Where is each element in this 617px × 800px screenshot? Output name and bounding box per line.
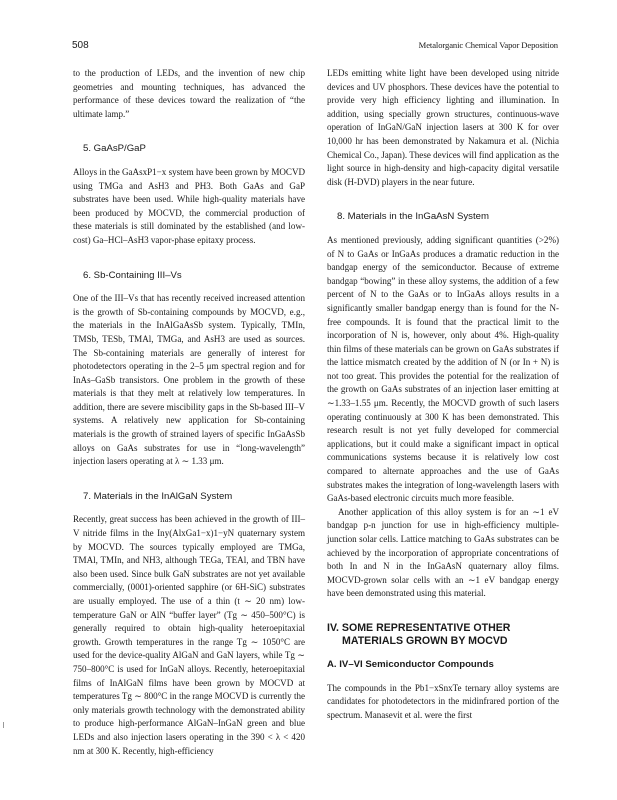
paragraph-section-5: Alloys in the GaAsxP1−x system have been grown by MOCVD using TMGa and AsH3 and PH3. Both GaAs and GaP substrates have been used. While high-quality materials have been produced by MOCVD, the commercial production of these materials is still dominated by the established (and low-cost) Ga–HCl–AsH3 vapor-phase epitaxy process. — [73, 166, 306, 245]
section-iv-heading-line2: MATERIALS GROWN BY MOCVD — [342, 634, 508, 647]
section-5-heading: 5. GaAsP/GaP — [83, 143, 146, 155]
section-8-heading: 8. Materials in the InGaAsN System — [337, 211, 489, 223]
paragraph-section-8a: As mentioned previously, adding significant quantities (>2%) of N to GaAs or InGaAs produces a dramatic reduction in the bandgap energy of the semiconductor. Because of extreme bandgap “bowing” in these alloy systems, the addition of a few percent of N to the GaAs or to InGaAs alloys results in a significantly smaller bandgap energy than is found for the N-free compounds. It is found that the practical limit to the incorporation of N is, however, only about 4%. High-quality thin films of these materials can be grown on GaAs substrates if the lattice mismatch created by the addition of N (or In + N) is not too great. This provides the potential for the realization of the growth on GaAs substrates of an injection laser emitting at ∼1.33–1.55 μm. Recently, the MOCVD growth of such lasers operating continuously at 300 K has been demonstrated. This research result is not yet fully developed for commercial applications, but it could make a significant impact in optical communications systems because it is relatively low cost compared to alternate approaches and the use of GaAs substrates makes the integration of long-wavelength lasers with GaAs-based electronic circuits much more feasible. — [327, 234, 559, 504]
left-column — [73, 67, 305, 758]
page-number: 508 — [72, 40, 89, 51]
section-iv-heading — [327, 622, 559, 648]
section-iv-heading-line1: IV. SOME REPRESENTATIVE OTHER — [327, 621, 511, 634]
subsection-a-heading: A. IV–VI Semiconductor Compounds — [327, 658, 494, 670]
scan-edge-mark — [3, 722, 4, 728]
paragraph-section-8b: Another application of this alloy system is for an ∼1 eV bandgap p-n junction for use in high-efficiency multiple-junction solar cells. Lattice matching to GaAs substrates can be achieved by the incorporation of appropriate concentrations of both In and N in the InGaAsN quaternary alloy films. MOCVD-grown solar cells with an ∼1 eV bandgap energy have been demonstrated using this material. — [327, 506, 559, 599]
paragraph-section-7: Recently, great success has been achieved in the growth of III–V nitride films in the Iny(AlxGa1−x)1−yN quaternary system by MOCVD. The sources typically employed are TMGa, TMAl, TMIn, and NH3, although TEGa, TEAl, and TBN have also been used. Since bulk GaN substrates are not yet available commercially, (0001)-oriented sapphire (or 6H-SiC) substrates are usually employed. The use of a thin (t ∼ 20 nm) low-temperature GaN or AlN “buffer layer” (Tg ∼ 450–500°C) is generally required to obtain high-quality heteroepitaxial growth. Growth temperatures in the range Tg ∼ 1050°C are used for the device-quality AlGaN and GaN layers, while Tg ∼ 750–800°C is used for InGaN alloys. Recently, heteroepitaxial films of InAlGaN films have been grown by MOCVD at temperatures Tg ∼ 800°C in the range MOCVD is currently the only materials growth technology with the demonstrated ability to produce high-performance AlGaN–InGaN green and blue LEDs and also injection lasers operating in the 390 < λ < 420 nm at 300 K. Recently, high-efficiency — [73, 514, 305, 756]
right-column — [327, 67, 559, 722]
paragraph-section-6: One of the III–Vs that has recently received increased attention is the growth of Sb-containing compounds by MOCVD, e.g., the materials in the InAlGaAsSb system. Typically, TMIn, TMSb, TESb, TMAl, TMGa, and AsH3 are used as sources. The Sb-containing materials are generally of interest for photodetectors operating in the 2–5 μm spectral region and for InAs–GaSb transistors. One problem in the growth of these materials is that they melt at relatively low temperatures. In addition, there are severe miscibility gaps in the Sb-based III–V systems. A relatively new application for Sb-containing materials is the growth of strained layers of specific InGaAsSb alloys on GaAs substrates for use in “long-wavelength” injection lasers operating at λ ∼ 1.33 μm. — [73, 293, 305, 467]
paragraph-intro: to the production of LEDs, and the invention of new chip geometries and mounting techniques, has advanced the performance of these devices toward the realization of “the ultimate lamp.” — [73, 68, 305, 119]
running-title: Metalorganic Chemical Vapor Deposition — [418, 40, 558, 50]
paragraph-continued: LEDs emitting white light have been developed using nitride devices and UV phosphors. These devices have the potential to provide very high efficiency lighting and illumination. In addition, using specially grown structures, continuous-wave operation of InGaN/GaN injection lasers at 300 K for over 10,000 hr has been demonstrated by Nakamura et al. (Nichia Chemical Co., Japan). These devices will find application as the light source in high-density and high-capacity digital versatile disk (H-DVD) players in the near future. — [327, 68, 559, 187]
page-header — [72, 40, 558, 54]
section-6-heading: 6. Sb-Containing III–Vs — [83, 269, 182, 281]
section-7-heading: 7. Materials in the InAlGaN System — [83, 490, 233, 502]
paragraph-subsection-a: The compounds in the Pb1−xSnxTe ternary alloy systems are candidates for photodetectors in the midinfrared portion of the spectrum. Manasevit et al. were the first — [327, 682, 559, 720]
